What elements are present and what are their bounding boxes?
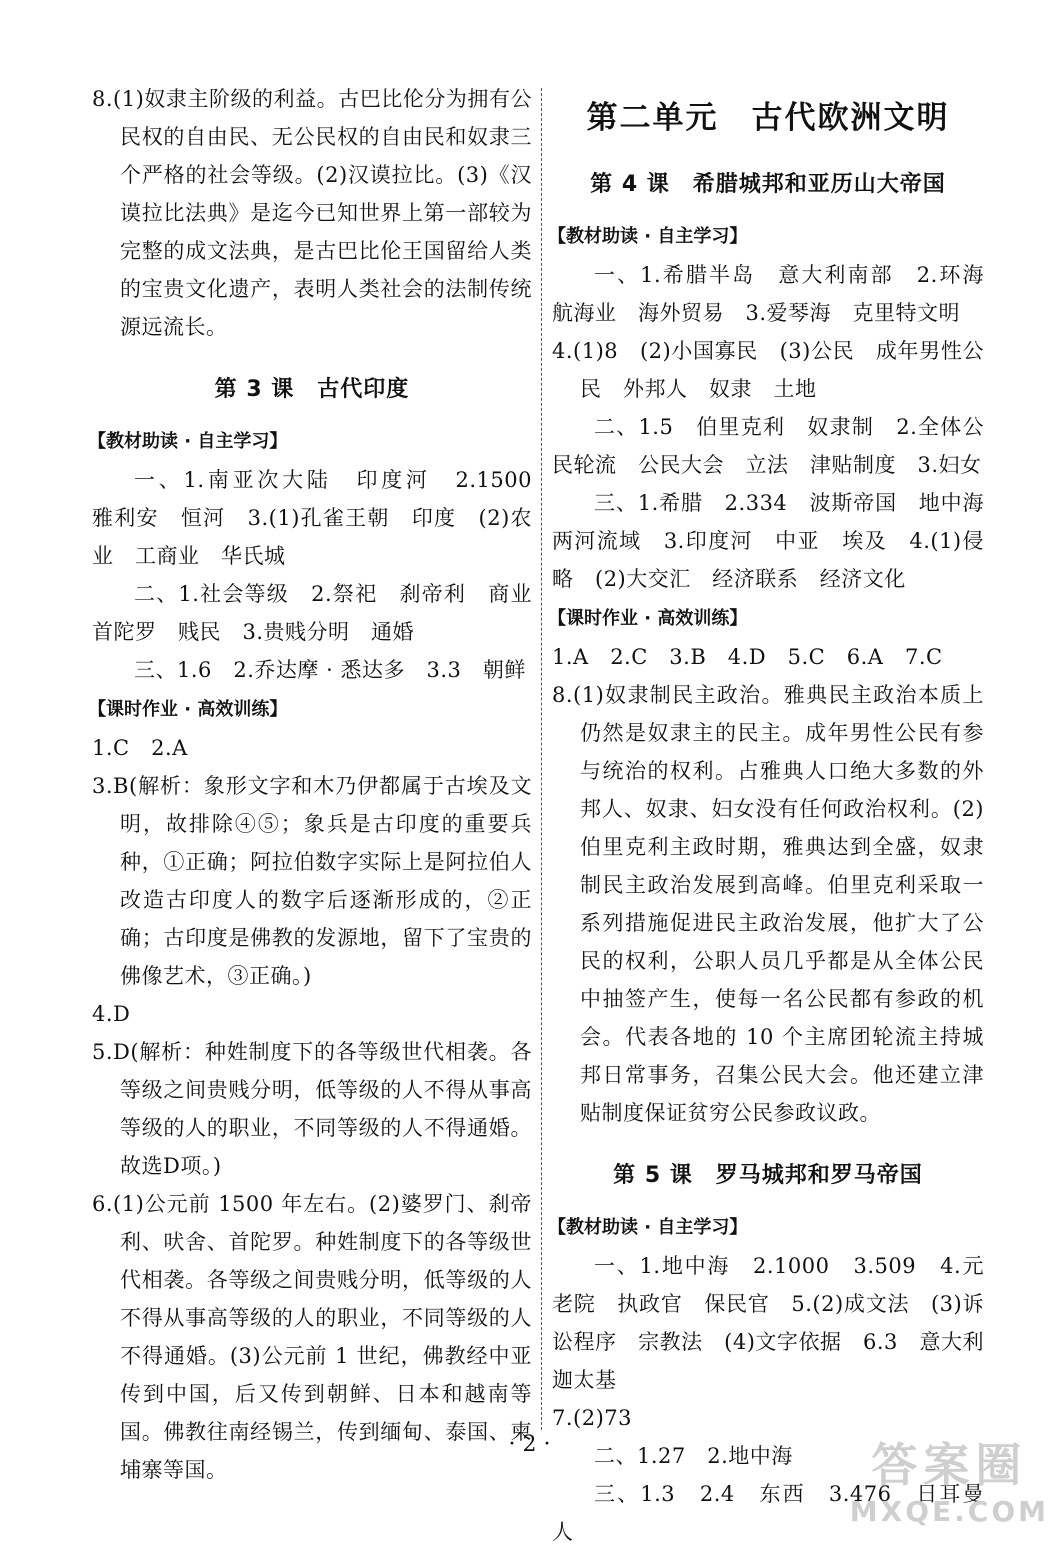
homework-answers-1-7: 1.A 2.C 3.B 4.D 5.C 6.A 7.C (552, 645, 943, 669)
reading-part-2: 二、1.5 伯里克利 奴隶制 2.全体公民轮流 公民大会 立法 津贴制度 3.妇女 (552, 415, 984, 477)
watermark-line-2: MXQE.COM (849, 1495, 1049, 1528)
lesson-5-title: 第 5 课 罗马城邦和罗马帝国 (613, 1163, 923, 1188)
reading-part-2: 二、1.社会等级 2.祭祀 刹帝利 商业 首陀罗 贱民 3.贵贱分明 通婚 (92, 582, 554, 644)
column-divider (541, 88, 542, 1430)
reading-item-7: 7.(2)73 (552, 1406, 633, 1430)
unit-2-title: 第二单元 古代欧洲文明 (586, 100, 950, 136)
section-reading-heading: 【教材助读 · 自主学习】 (88, 431, 288, 452)
right-column (548, 80, 1006, 1551)
homework-answer-8: 8.(1)奴隶制民主政治。雅典民主政治本质上仍然是奴隶主的民主。成年男性公民有参与统治的权利。占雅典人口绝大多数的外邦人、奴隶、妇女没有任何政治权利。(2)伯里克利主政时期，雅典达到全盛，奴隶制民主政治发展到高峰。伯里克利采取一系列措施促进民主政治发展，他扩大了公民的权利，公职人员几乎都是从全体公民中抽签产生，使每一名公民都有参政的机会。代表各地的 10 个主席团轮流主持城邦日常事务，召集公民大会。他还建立津贴制度保证贫穷公民参政议政。 (552, 683, 984, 1125)
reading-part-3: 三、1.希腊 2.334 波斯帝国 地中海 两河流域 3.印度河 中亚 埃及 4.(1)侵略 (2)大交汇 经济联系 经济文化 (552, 491, 1006, 591)
homework-answers-1-2: 1.C 2.A (92, 736, 188, 760)
lesson-4-title: 第 4 课 希腊城邦和亚历山大帝国 (590, 172, 946, 197)
homework-answer-4: 4.D (92, 1002, 131, 1026)
section-homework-heading: 【课时作业 · 高效训练】 (88, 699, 288, 720)
reading-item-4: 4.(1)8 (2)小国寡民 (3)公民 成年男性公民 外邦人 奴隶 土地 (552, 339, 984, 401)
reading-part-1: 一、1.南亚次大陆 印度河 2.1500 雅利安 恒河 3.(1)孔雀王朝 印度 (2)农业 工商业 华氏城 (92, 468, 554, 568)
homework-answer-6: 6.(1)公元前 1500 年左右。(2)婆罗门、刹帝利、吠舍、首陀罗。种姓制度下的各等级世代相袭。各等级之间贵贱分明，低等级的人不得从事高等级的人的职业，不同等级的人不得通婚。(3)公元前 1 世纪，佛教经中亚传到中国，后又传到朝鲜、日本和越南等国。佛教往南经锡兰，传到缅甸、泰国、柬埔寨等国。 (92, 1192, 532, 1482)
section-reading-heading: 【教材助读 · 自主学习】 (548, 1217, 748, 1238)
lesson-3-title: 第 3 课 古代印度 (214, 377, 410, 402)
watermark-logo (850, 1429, 1049, 1528)
reading-part-3: 三、1.3 2.4 东西 3.476 日耳曼人 (552, 1482, 984, 1544)
reading-part-1: 一、1.地中海 2.1000 3.509 4.元老院 执政官 保民官 5.(2)成文法 (3)诉讼程序 宗教法 (4)文字依据 6.3 意大利 迦太基 (552, 1254, 1006, 1392)
page-number: · 2 · (508, 1432, 551, 1457)
homework-answer-3: 3.B(解析：象形文字和木乃伊都属于古埃及文明，故排除④⑤；象兵是古印度的重要兵种，①正确；阿拉伯数字实际上是阿拉伯人改造古印度人的数字后逐渐形成的，②正确；古印度是佛教的发源地，留下了宝贵的佛像艺术，③正确。) (92, 774, 532, 988)
reading-part-1: 一、1.希腊半岛 意大利南部 2.环海 航海业 海外贸易 3.爱琴海 克里特文明 (552, 263, 1006, 325)
section-reading-heading: 【教材助读 · 自主学习】 (548, 226, 748, 247)
homework-answer-5: 5.D(解析：种姓制度下的各等级世代相袭。各等级之间贵贱分明，低等级的人不得从事高等级的人的职业，不同等级的人不得通婚。故选D项。) (92, 1040, 532, 1178)
answer-8-lesson2: 8.(1)奴隶主阶级的利益。古巴比伦分为拥有公民权的自由民、无公民权的自由民和奴隶三个严格的社会等级。(2)汉谟拉比。(3)《汉谟拉比法典》是迄今已知世界上第一部较为完整的成文法典，是古巴比伦王国留给人类的宝贵文化遗产，表明人类社会的法制传统源远流长。 (92, 87, 532, 339)
reading-part-2: 二、1.27 2.地中海 (594, 1444, 793, 1468)
reading-part-3: 三、1.6 2.乔达摩 · 悉达多 3.3 朝鲜 (134, 658, 526, 682)
watermark-line-1: 答案圈 (871, 1438, 1028, 1492)
left-column (88, 80, 554, 1489)
section-homework-heading: 【课时作业 · 高效训练】 (548, 608, 748, 629)
